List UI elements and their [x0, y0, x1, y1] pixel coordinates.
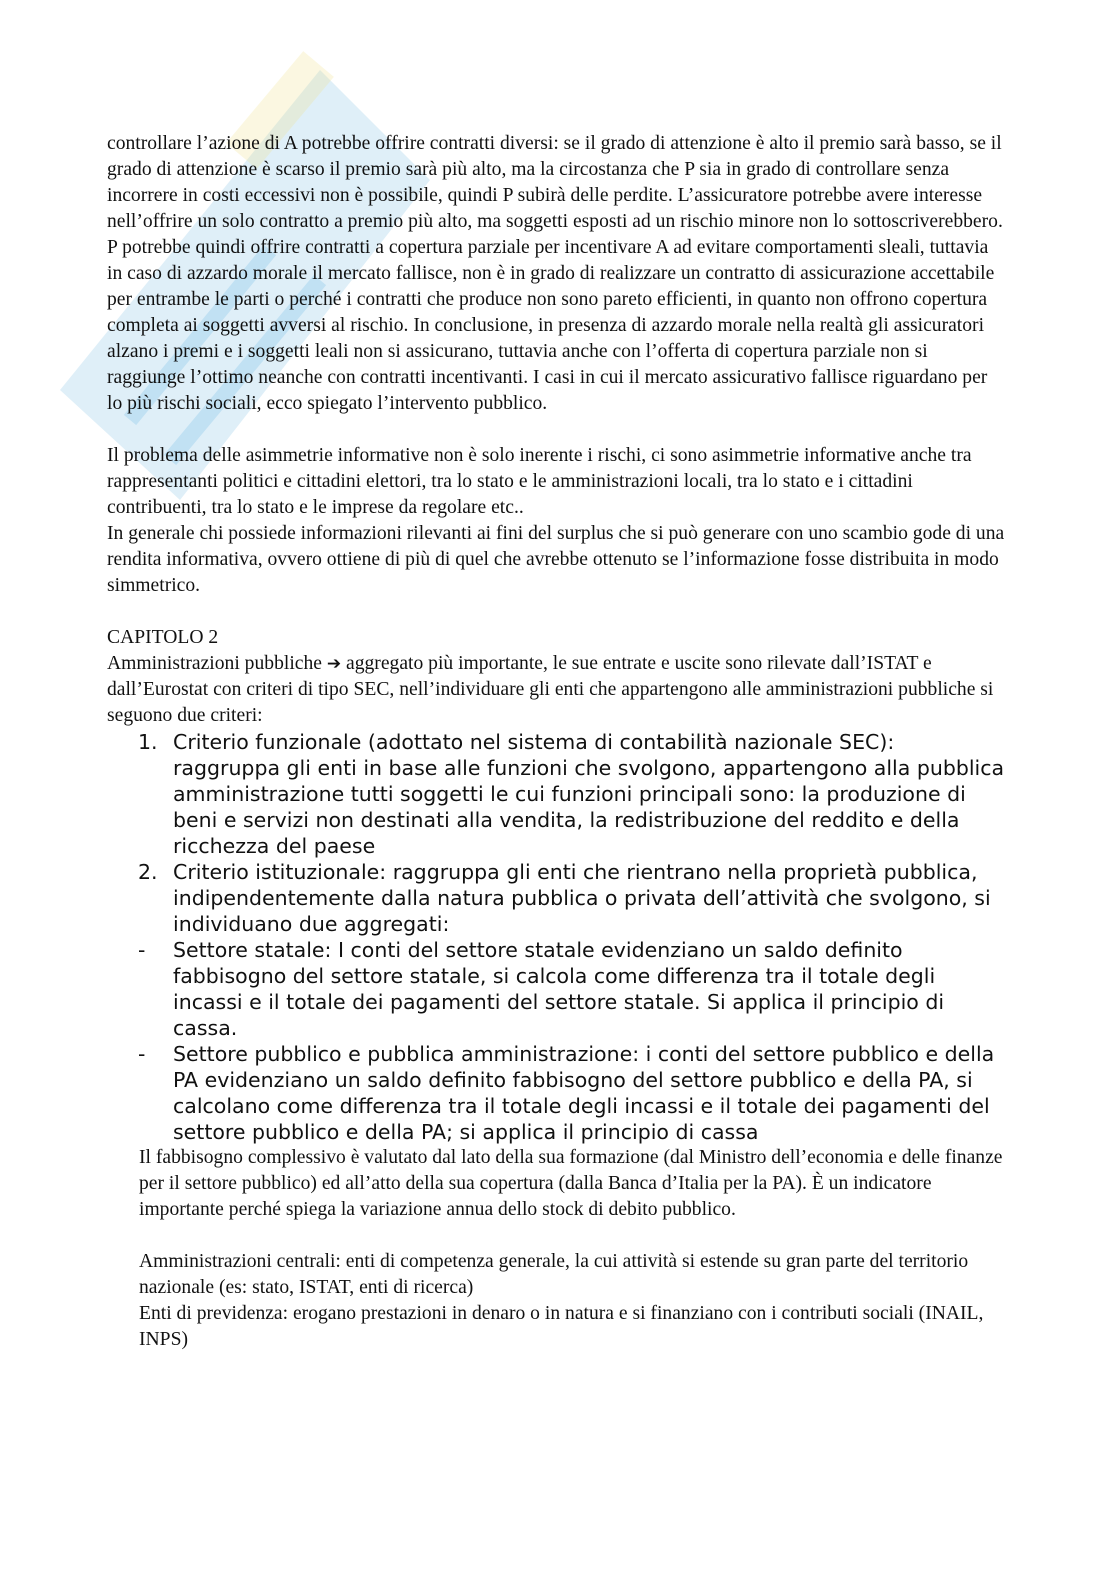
list-marker: 1. — [138, 730, 158, 754]
indented-section — [107, 1145, 1007, 1353]
list-marker: 2. — [138, 860, 158, 884]
chapter-intro-before: Amministrazioni pubbliche — [107, 653, 327, 674]
list-item — [107, 729, 1007, 859]
paragraph-asimmetrie: Il problema delle asimmetrie informative non è solo inerente i rischi, ci sono asimmetrie informative anche tra rappresentanti politici e cittadini elettori, tra lo stato e le amministrazioni locali, tra lo stato e i cittadini contribuenti, tra lo stato e le imprese da regolare etc.. — [107, 445, 972, 518]
paragraph-rendita-informativa: In generale chi possiede informazioni rilevanti ai fini del surplus che si può generare con uno scambio gode di una rendita informativa, ovvero ottiene di più di quel che avrebbe ottenuto se l’informazione fosse distribuita in modo simmetrico. — [107, 523, 1005, 596]
arrow-icon: ➔ — [326, 654, 342, 674]
list-item-text: Settore pubblico e pubblica amministrazione: i conti del settore pubblico e della PA evidenziano un saldo definito fabbisogno del settore pubblico e della PA, si calcolano come differenza tra il totale degli incassi e il totale dei pagamenti del settore pubblico e della PA; si applica il principio di cassa — [173, 1042, 995, 1144]
list-item — [107, 859, 1007, 937]
criteria-list — [107, 729, 1007, 1145]
document-page — [107, 131, 1007, 1353]
paragraph-azzardo-morale: controllare l’azione di A potrebbe offrire contratti diversi: se il grado di attenzione è alto il premio sarà basso, se il grado di attenzione è scarso il premio sarà più alto, ma la circostanza che P sia in grado di controllare senza incorrere in costi eccessivi non è possibile, quindi P subirà delle perdite. L’assicuratore potrebbe avere interesse nell’offrire un solo contratto a premio più alto, ma soggetti esposti ad un rischio minore non lo sottoscriverebbero. P potrebbe quindi offrire contratti a copertura parziale per incentivare A ad evitare comportamenti sleali, tuttavia in caso di azzardo morale il mercato fallisce, non è in grado di realizzare un contratto di assicurazione accettabile per entrambe le parti o perché i contratti che produce non sono pareto efficienti, in quanto non offrono copertura completa ai soggetti avversi al rischio. In conclusione, in presenza di azzardo morale nella realtà gli assicuratori alzano i premi e i soggetti leali non si assicurano, tuttavia anche con l’offerta di copertura parziale non si raggiunge l’ottimo neanche con contratti incentivanti. I casi in cui il mercato assicurativo fallisce riguardano per lo più rischi sociali, ecco spiegato l’intervento pubblico. — [107, 133, 1003, 414]
chapter-intro — [107, 651, 1007, 729]
list-marker: - — [138, 938, 146, 962]
list-item-text: Criterio istituzionale: raggruppa gli enti che rientrano nella proprietà pubblica, indipendentemente dalla natura pubblica o privata dell’attività che svolgono, si individuano due aggregati: — [173, 860, 991, 936]
paragraph-fabbisogno: Il fabbisogno complessivo è valutato dal lato della sua formazione (dal Ministro dell’economia e delle finanze per il settore pubblico) ed all’atto della sua copertura (dalla Banca d’Italia per la PA). È un indicatore importante perché spiega la variazione annua dello stock di debito pubblico. — [139, 1147, 1003, 1220]
list-item-text: Criterio funzionale (adottato nel sistema di contabilità nazionale SEC): raggruppa gli enti in base alle funzioni che svolgono, appartengono alla pubblica amministrazione tutti soggetti le cui funzioni principali sono: la produzione di beni e servizi non destinati alla vendita, la redistribuzione del reddito e della ricchezza del paese — [173, 730, 1005, 858]
list-item — [107, 1041, 1007, 1145]
chapter-intro-after: aggregato più importante, le sue entrate e uscite sono rilevate dall’ISTAT e dall’Eurostat con criteri di tipo SEC, nell’individuare gli enti che appartengono alle amministrazioni pubbliche si seguono due criteri: — [107, 653, 994, 726]
paragraph-enti-previdenza: Enti di previdenza: erogano prestazioni in denaro o in natura e si finanziano con i contributi sociali (INAIL, INPS) — [139, 1303, 984, 1350]
list-marker: - — [138, 1042, 146, 1066]
list-item-text: Settore statale: I conti del settore statale evidenziano un saldo definito fabbisogno del settore statale, si calcola come differenza tra il totale degli incassi e il totale dei pagamenti del settore statale. Si applica il principio di cassa. — [173, 938, 945, 1040]
paragraph-amministrazioni-centrali: Amministrazioni centrali: enti di competenza generale, la cui attività si estende su gran parte del territorio nazionale (es: stato, ISTAT, enti di ricerca) — [139, 1251, 969, 1298]
chapter-title: CAPITOLO 2 — [107, 627, 219, 648]
list-item — [107, 937, 1007, 1041]
